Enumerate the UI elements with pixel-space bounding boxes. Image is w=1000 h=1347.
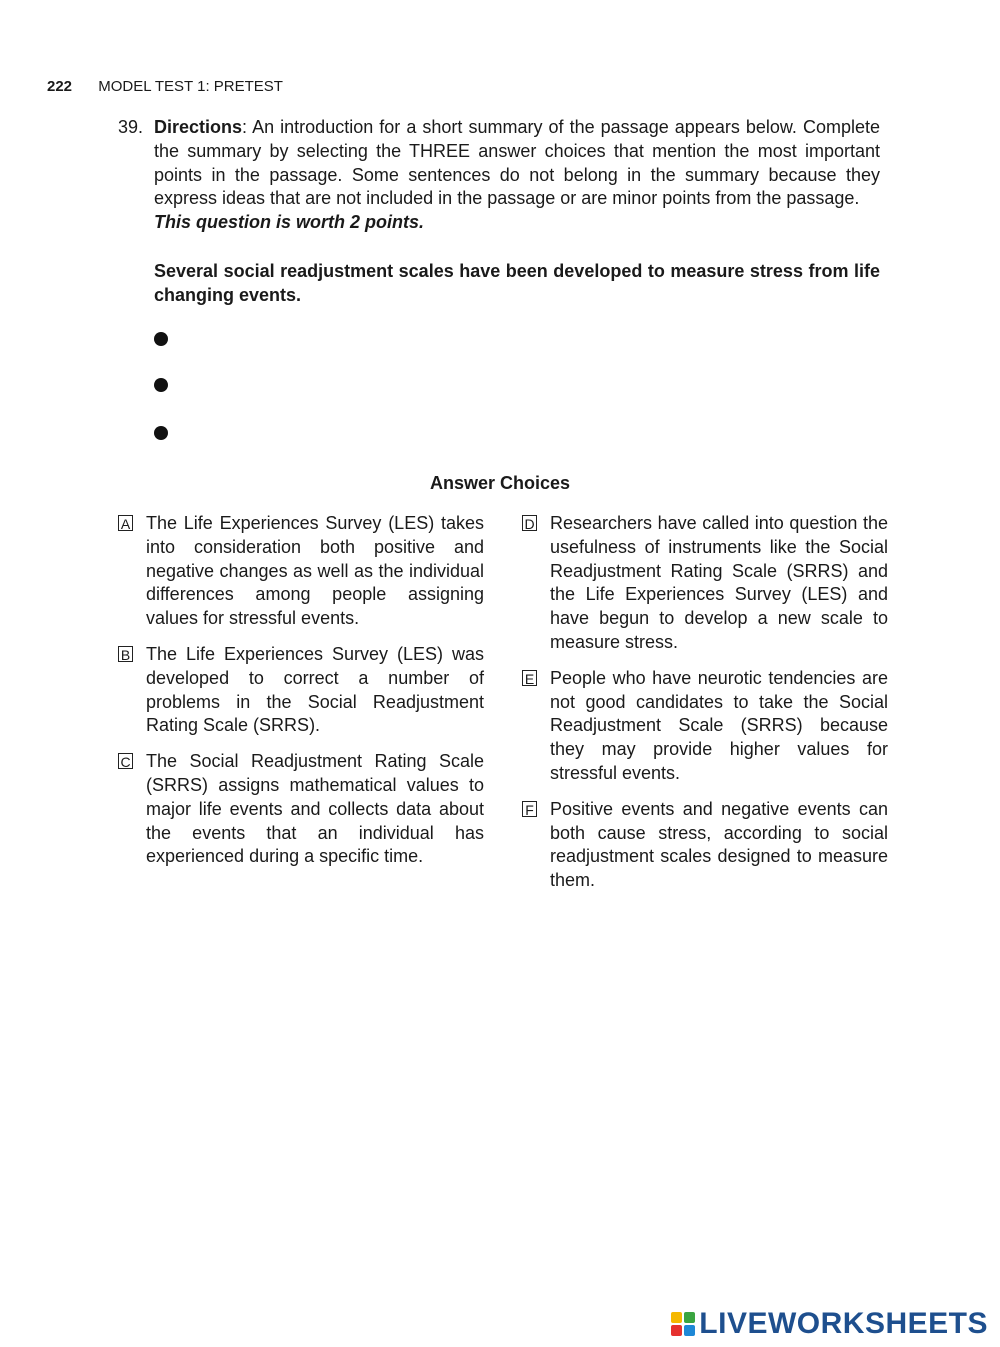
choice-e[interactable] <box>522 667 888 786</box>
choice-a[interactable] <box>118 512 484 631</box>
choice-letter: B <box>118 646 133 662</box>
question-number: 39. <box>118 117 144 137</box>
choice-text: The Life Experiences Survey (LES) takes into consideration both positive and negative changes as well as the individual differences among people assigning values for stressful events. <box>146 513 484 629</box>
choice-d[interactable] <box>522 512 888 655</box>
page-header <box>47 78 283 95</box>
page-title: MODEL TEST 1: PRETEST <box>98 78 283 95</box>
choice-letter: D <box>522 515 537 531</box>
choice-text: The Life Experiences Survey (LES) was developed to correct a number of problems in the Social Readjustment Rating Scale (SRRS). <box>146 643 484 736</box>
directions-text: : An introduction for a short summary of the passage appears below. Complete the summary by selecting the THREE answer choices that mention the most important points in the passage. Some sentences do not belong in the summary because they express ideas that are not included in the passage or are minor points from the passage. <box>154 117 880 209</box>
logo-wordmark: LIVEWORKSHEETS <box>699 1307 988 1340</box>
logo-square <box>684 1312 695 1323</box>
liveworksheets-logo <box>671 1304 988 1344</box>
summary-intro: Several social readjustment scales have been developed to measure stress from life changing events. <box>154 261 880 305</box>
choice-letter: A <box>118 515 133 531</box>
answer-choices-right <box>522 512 888 905</box>
logo-square <box>671 1325 682 1336</box>
summary-slot-1[interactable] <box>154 332 168 346</box>
choice-text: Positive events and negative events can both cause stress, according to social readjustment scales designed to measure them. <box>550 798 888 891</box>
summary-slot-2[interactable] <box>154 378 168 392</box>
choice-text: People who have neurotic tendencies are not good candidates to take the Social Readjustment Scale (SRRS) because they may provide higher values for stressful events. <box>550 667 888 783</box>
logo-mark-icon <box>671 1312 695 1336</box>
question-39 <box>118 116 880 235</box>
choice-text: The Social Readjustment Rating Scale (SRRS) assigns mathematical values to major life events and collects data about the events that an individual has experienced during a specific time. <box>146 751 484 867</box>
question-worth: This question is worth 2 points. <box>154 212 425 233</box>
question-directions <box>154 116 880 235</box>
choice-letter: C <box>118 753 133 769</box>
choice-f[interactable] <box>522 798 888 893</box>
choice-c[interactable] <box>118 750 484 869</box>
page-number: 222 <box>47 78 73 95</box>
choice-letter: F <box>522 801 537 817</box>
summary-slot-3[interactable] <box>154 426 168 440</box>
choice-text: Researchers have called into question the usefulness of instruments like the Social Readjustment Rating Scale (SRRS) and the Life Experiences Survey (LES) and have begun to develop a new scale to measure stress. <box>550 513 888 652</box>
answer-choices-left <box>118 512 484 881</box>
answer-choices-title: Answer Choices <box>429 473 571 493</box>
logo-square <box>684 1325 695 1336</box>
choice-b[interactable] <box>118 643 484 738</box>
logo-square <box>671 1312 682 1323</box>
directions-label: Directions <box>154 117 243 137</box>
choice-letter: E <box>522 670 537 686</box>
